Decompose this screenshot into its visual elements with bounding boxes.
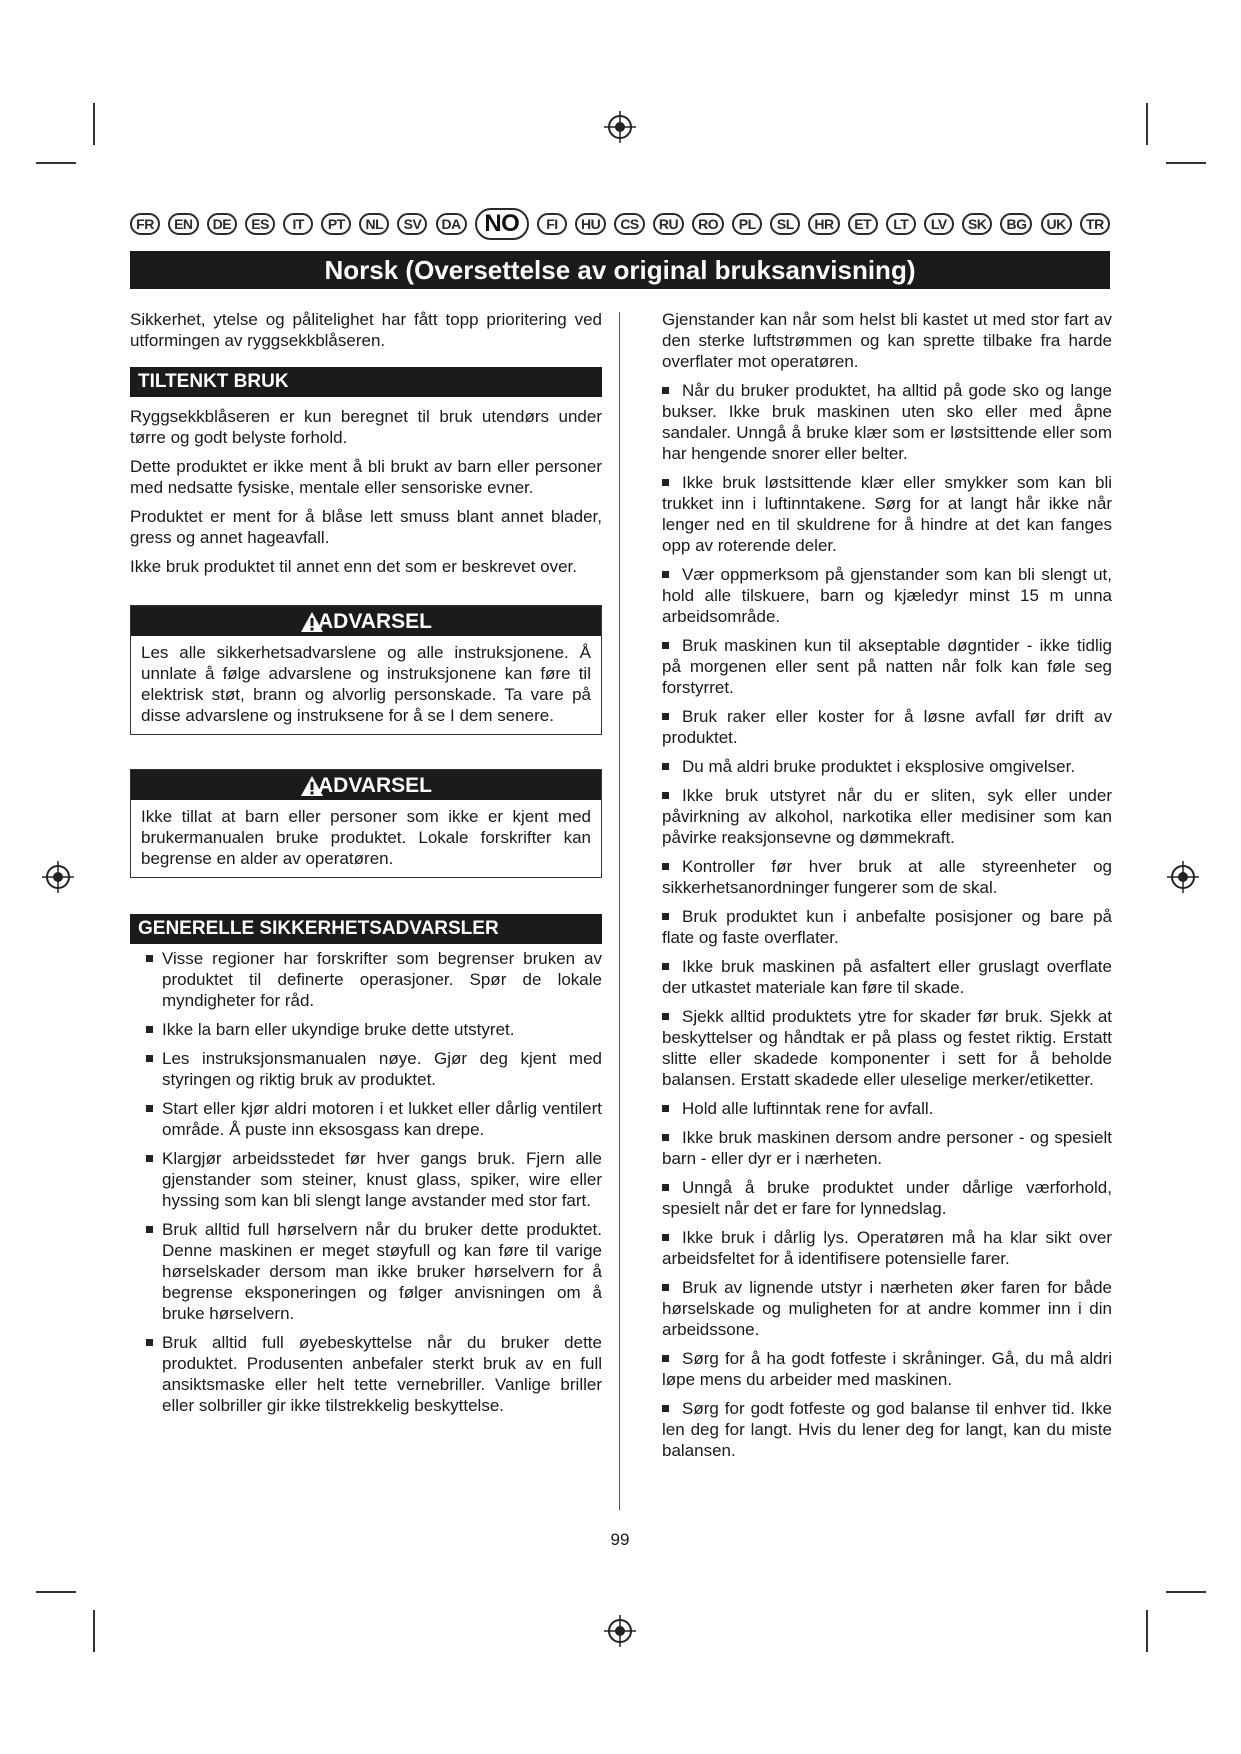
list-item-text: Ikke bruk maskinen dersom andre personer - og spesielt barn - eller dyr er i nærheten. [662, 1128, 1112, 1168]
bullet-icon [146, 1226, 153, 1233]
list-item-text: Bruk alltid full hørselvern når du bruker dette produktet. Denne maskinen er meget støyfull og kan føre til varige hørselskader dersom man ikke bruker hørselvern for å begrense eksponeringen og følger anvisningen om å bruke hørselvern. [162, 1220, 602, 1323]
list-item-text: Visse regioner har forskrifter som begrenser bruken av produktet til definerte operasjoner. Spør de lokale myndigheter for råd. [162, 949, 602, 1010]
section-heading-general-safety: GENERELLE SIKKERHETSADVARSLER [130, 914, 602, 944]
list-item-text: Ikke la barn eller ukyndige bruke dette utstyret. [162, 1020, 515, 1039]
left-column [130, 309, 602, 1424]
list-item-text: Bruk maskinen kun til akseptable døgntider - ikke tidlig på morgenen eller sent på natten når folk kan føle seg forstyrret. [662, 636, 1112, 697]
crop-mark-top-right-h [1166, 162, 1206, 164]
bullet-icon [662, 792, 669, 799]
list-item [662, 1398, 1112, 1461]
language-badge: CS [614, 213, 644, 235]
paragraph: Produktet er ment for å blåse lett smuss blant annet blader, gress og annet hageavfall. [130, 507, 602, 547]
list-item [130, 1098, 602, 1140]
language-badge: NL [359, 213, 389, 235]
list-item [662, 1098, 1112, 1119]
list-item [130, 1219, 602, 1324]
bullet-icon [662, 1013, 669, 1020]
list-item-text: Ikke bruk løstsittende klær eller smykker som kan bli trukket inn i luftinntakene. Sørg for at langt hår ikke når lenger ned en til skuldrene for å hindre at det kan fanges opp av roterende deler. [662, 473, 1112, 555]
language-badge: ET [848, 213, 878, 235]
list-item-text: Start eller kjør aldri motoren i et lukket eller dårlig ventilert område. Å puste inn eksosgass kan drepe. [162, 1099, 602, 1139]
language-badge-active: NO [475, 208, 529, 240]
warning-body: Ikke tillat at barn eller personer som ikke er kjent med brukermanualen bruke produktet. Lokale forskrifter kan begrense en alder av operatøren. [141, 807, 591, 868]
language-badge: LV [924, 213, 954, 235]
section-heading-intended-use: TILTENKT BRUK [130, 367, 602, 397]
language-badge: LT [886, 213, 916, 235]
crop-mark-top-left-h [36, 162, 76, 164]
bullet-icon [146, 1055, 153, 1062]
language-badge: HR [808, 213, 839, 235]
list-item-text: Du må aldri bruke produktet i eksplosive omgivelser. [682, 757, 1076, 776]
page-title: Norsk (Oversettelse av original bruksanvisning) [130, 251, 1110, 289]
list-item-text: Ikke bruk utstyret når du er sliten, syk eller under påvirkning av alkohol, narkotika eller medisiner som kan påvirke reaksjonsevne og dømmekraft. [662, 786, 1112, 847]
registration-mark-right-icon [1166, 860, 1200, 894]
list-item-text: Unngå å bruke produktet under dårlige værforhold, spesielt når det er fare for lynnedslag. [662, 1178, 1112, 1218]
warning-box [130, 769, 602, 878]
warning-heading-label: ADVARSEL [318, 609, 432, 633]
column-divider [619, 312, 620, 1510]
right-intro-paragraph: Gjenstander kan når som helst bli kastet ut med stor fart av den sterke luftstrømmen og kan sprette tilbake fra harde overflater mot operatøren. [662, 310, 1112, 371]
list-item-text: Sjekk alltid produktets ytre for skader før bruk. Sjekk at beskyttelser og håndtak er på plass og festet riktig. Erstatt slitte eller skadede komponenter i sett for å beholde balansen. Erstatt skadede eller uleselige merker/etiketter. [662, 1007, 1112, 1089]
list-item-text: Bruk alltid full øyebeskyttelse når du bruker dette produktet. Produsenten anbefaler sterkt bruk av en full ansiktsmaske eller helt tette vernebriller. Vanlige briller eller solbriller gir ikke tilstrekkelig beskyttelse. [162, 1333, 602, 1415]
bullet-icon [662, 1355, 669, 1362]
warning-heading [131, 606, 601, 636]
list-item-text: Les instruksjonsmanualen nøye. Gjør deg kjent med styringen og riktig bruk av produktet. [162, 1049, 602, 1089]
list-item-text: Bruk av lignende utstyr i nærheten øker faren for både hørselskade og muligheten for at andre kommer inn i din arbeidssone. [662, 1278, 1112, 1339]
language-badge: ES [245, 213, 275, 235]
bullet-icon [662, 913, 669, 920]
bullet-icon [662, 479, 669, 486]
crop-mark-top-left-v [93, 103, 95, 145]
warning-heading [131, 770, 601, 800]
warning-box [130, 605, 602, 735]
right-column [662, 309, 1112, 1469]
warning-body: Les alle sikkerhetsadvarslene og alle instruksjonene. Å unnlate å følge advarslene og instruksjonene kan føre til elektrisk støt, brann og alvorlig personskade. Ta vare på disse advarslene og instruksene for å se I dem senere. [141, 643, 591, 725]
bullet-icon [662, 713, 669, 720]
bullet-icon [662, 1184, 669, 1191]
list-item-text: Vær oppmerksom på gjenstander som kan bli slengt ut, hold alle tilskuere, barn og kjæledyr minst 15 m unna arbeidsområde. [662, 565, 1112, 626]
bullet-icon [662, 1134, 669, 1141]
list-item [130, 1019, 602, 1040]
bullet-icon [662, 1405, 669, 1412]
list-item-text: Hold alle luftinntak rene for avfall. [682, 1099, 934, 1118]
list-item-text: Klargjør arbeidsstedet før hver gangs bruk. Fjern alle gjenstander som steiner, knust glass, spiker, wire eller hyssing som kan bli slengt lange avstander med stor fart. [162, 1149, 602, 1210]
page-number: 99 [610, 1530, 630, 1549]
bullet-icon [146, 1105, 153, 1112]
language-badge: PT [321, 213, 351, 235]
bullet-icon [146, 955, 153, 962]
language-badge: TR [1080, 213, 1110, 235]
paragraph: Ikke bruk produktet til annet enn det som er beskrevet over. [130, 557, 577, 576]
list-item [662, 380, 1112, 464]
list-item-text: Ikke bruk maskinen på asfaltert eller gruslagt overflate der utkastet materiale kan føre til skade. [662, 957, 1112, 997]
crop-mark-bottom-right-v [1146, 1610, 1148, 1652]
list-item [130, 1148, 602, 1211]
paragraph: Ryggsekkblåseren er kun beregnet til bruk utendørs under tørre og godt belyste forhold. [130, 407, 602, 447]
bullet-icon [146, 1155, 153, 1162]
language-badge: HU [575, 213, 606, 235]
list-item-text: Sørg for godt fotfeste og god balanse til enhver tid. Ikke len deg for langt. Hvis du lener deg for langt, kan du miste balansen. [662, 1399, 1112, 1460]
list-item [662, 1348, 1112, 1390]
bullet-icon [662, 387, 669, 394]
bullet-icon [662, 963, 669, 970]
language-badge: FI [537, 213, 567, 235]
warning-triangle-icon [300, 775, 324, 797]
language-badge: DA [436, 213, 467, 235]
list-item-text: Kontroller før hver bruk at alle styreenheter og sikkerhetsanordninger fungerer som de skal. [662, 857, 1112, 897]
list-item [662, 956, 1112, 998]
intro-paragraph: Sikkerhet, ytelse og pålitelighet har fått topp prioritering ved utformingen av ryggsekkblåseren. [130, 310, 602, 350]
list-item [662, 1277, 1112, 1340]
list-item-text: Ikke bruk i dårlig lys. Operatøren må ha klar sikt over arbeidsfeltet for å identifisere potensielle farer. [662, 1228, 1112, 1268]
list-item-text: Når du bruker produktet, ha alltid på gode sko og lange bukser. Ikke bruk maskinen uten sko eller med åpne sandaler. Unngå å bruke klær som er løstsittende eller som har hengende snorer eller belter. [662, 381, 1112, 463]
crop-mark-bottom-left-h [36, 1591, 76, 1593]
language-badge: RU [653, 213, 684, 235]
general-safety-section [130, 914, 602, 1416]
list-item [662, 1177, 1112, 1219]
crop-mark-bottom-left-v [93, 1610, 95, 1652]
crop-mark-top-right-v [1146, 103, 1148, 145]
list-item [662, 906, 1112, 948]
list-item [130, 948, 602, 1011]
list-item [130, 1332, 602, 1416]
bullet-icon [146, 1339, 153, 1346]
language-bar [130, 207, 1110, 241]
bullet-icon [662, 1284, 669, 1291]
list-item [662, 856, 1112, 898]
registration-mark-bottom-icon [603, 1614, 637, 1648]
list-item [662, 1006, 1112, 1090]
language-badge: BG [1000, 213, 1032, 235]
language-badge: DE [207, 213, 237, 235]
registration-mark-left-icon [41, 860, 75, 894]
paragraph: Dette produktet er ikke ment å bli brukt av barn eller personer med nedsatte fysiske, mentale eller sensoriske evner. [130, 457, 602, 497]
language-badge: SV [397, 213, 427, 235]
list-item [662, 564, 1112, 627]
list-item [130, 1048, 602, 1090]
bullet-icon [662, 763, 669, 770]
general-safety-list [130, 948, 602, 1416]
bullet-icon [662, 571, 669, 578]
warning-heading-label: ADVARSEL [318, 773, 432, 797]
bullet-icon [662, 1234, 669, 1241]
list-item [662, 1227, 1112, 1269]
right-safety-list [662, 380, 1112, 1461]
list-item [662, 706, 1112, 748]
list-item [662, 1127, 1112, 1169]
warning-triangle-icon [300, 611, 324, 633]
list-item [662, 472, 1112, 556]
list-item-text: Sørg for å ha godt fotfeste i skråninger. Gå, du må aldri løpe mens du arbeider med maskinen. [662, 1349, 1112, 1389]
bullet-icon [662, 863, 669, 870]
list-item [662, 635, 1112, 698]
language-badge: SL [770, 213, 800, 235]
bullet-icon [662, 1105, 669, 1112]
language-badge: RO [692, 213, 724, 235]
list-item-text: Bruk produktet kun i anbefalte posisjoner og bare på flate og faste overflater. [662, 907, 1112, 947]
list-item [662, 785, 1112, 848]
language-badge: FR [130, 213, 160, 235]
registration-mark-top-icon [603, 110, 637, 144]
language-badge: PL [732, 213, 762, 235]
bullet-icon [146, 1026, 153, 1033]
list-item [662, 756, 1112, 777]
language-badge: IT [283, 213, 313, 235]
language-badge: EN [168, 213, 198, 235]
bullet-icon [662, 642, 669, 649]
list-item-text: Bruk raker eller koster for å løsne avfall før drift av produktet. [662, 707, 1112, 747]
crop-mark-bottom-right-h [1166, 1591, 1206, 1593]
language-badge: UK [1041, 213, 1072, 235]
language-badge: SK [962, 213, 992, 235]
